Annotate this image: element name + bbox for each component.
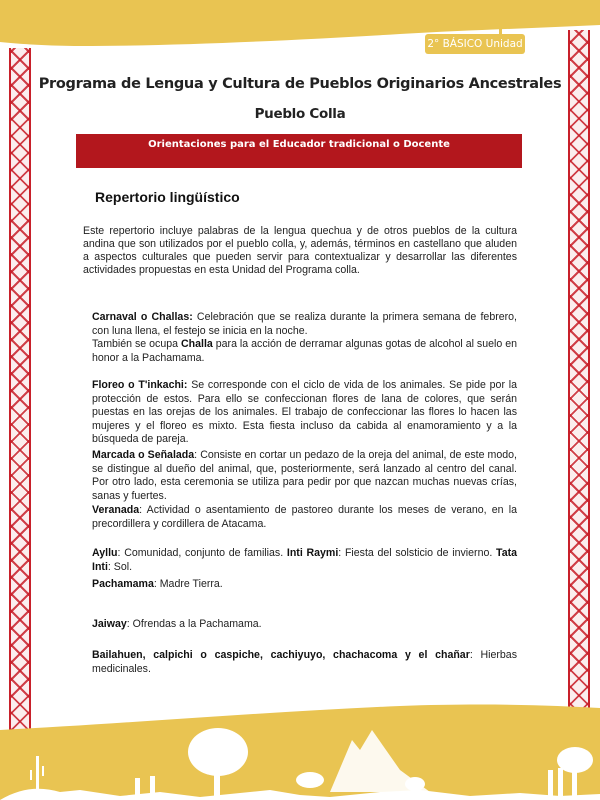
- entry-definition: : Sol.: [107, 560, 133, 573]
- entry-definition: Consiste en cortar un pedazo de la oreja del animal, de este modo, se distingue al dueño del animal, que, posteriormente, será lanzado al centro del canal. Por otro lado, esta ceremonia se utiliza para pedir por que nazcan muchas nuevas crías, sanas y fuertes.: [92, 449, 518, 502]
- entry-sep: :: [117, 547, 125, 559]
- entry-definition: Celebración que se realiza durante la primera semana de febrero, con luna llena, el festejo se inicia en la noche.: [92, 311, 517, 337]
- entry-term: Veranada: [92, 504, 140, 516]
- entry-sep: :: [189, 311, 197, 323]
- entry-definition: Comunidad, conjunto de familias.: [124, 547, 287, 559]
- entry-term: Carnaval o Challas: [92, 311, 190, 323]
- people-title: Pueblo Colla: [254, 106, 346, 122]
- entry-definition: Madre Tierra.: [159, 578, 223, 590]
- entry-term: Bailahuen, calpichi o caspiche, cachiyuyo, chachacoma y el chañar: [92, 649, 470, 661]
- entry-term: Jaiway: [92, 618, 127, 630]
- entry-term: Floreo o T'inkachi:: [92, 379, 188, 391]
- entry-sep: :: [139, 504, 147, 516]
- section-heading: Repertorio lingüístico: [95, 189, 240, 205]
- glossary-entry-carnaval: [92, 311, 517, 365]
- grade-unit-badge: 2° BÁSICO Unidad 1: [425, 34, 525, 54]
- entry-definition: Se corresponde con el ciclo de vida de los animales. Se pide por la protección de estos. Para ello se confeccionan flores de lana de colores, que serán puestas en las orejas de los animales. El trabajo de confeccionar las flores lo hacen las mujeres y el floreo es mixto. Esta fiesta incluso da cabida al enamoramiento y a la búsqueda de pareja.: [92, 379, 517, 445]
- entry-term: Challa: [181, 338, 213, 350]
- right-textile-border: [568, 30, 590, 710]
- entry-term: Inti Raymi: [286, 547, 339, 559]
- entry-sep: :: [194, 449, 201, 461]
- intro-paragraph: Este repertorio incluye palabras de la lengua quechua y de otros pueblos de la cultura andina que son utilizados por el pueblo colla, y, además, términos en castellano que aluden a aspectos culturales que pueden servir para contextualizar y desarrollar las diferentes actividades propuestas en esta Unidad del Programa colla.: [83, 225, 517, 276]
- entry-definition: para la acción de derramar algunas gotas de alcohol al suelo en honor a la Pachamama.: [92, 338, 517, 364]
- glossary-entry-hierbas: [92, 649, 517, 676]
- entry-definition: Ofrendas a la Pachamama.: [132, 618, 262, 630]
- entry-sep: :: [153, 578, 160, 590]
- entry-sep: :: [469, 649, 481, 661]
- orientations-banner: [76, 134, 522, 168]
- entry-sep: :: [126, 618, 133, 630]
- entry-pre: También se ocupa: [92, 338, 181, 350]
- entry-term: Pachamama: [92, 578, 154, 590]
- entry-term: Ayllu: [92, 547, 118, 559]
- entry-term: Tata Inti: [92, 547, 518, 573]
- glossary-entry-marcada: [92, 449, 517, 503]
- glossary-entry-jaiway: [92, 618, 517, 632]
- entry-definition: Actividad o asentamiento de pastoreo durante los meses de verano, en la precordillera y cordillera de Atacama.: [92, 504, 517, 530]
- entry-definition: : Fiesta del solsticio de invierno.: [338, 547, 497, 559]
- glossary-entry-veranada: [92, 504, 517, 531]
- entry-term: Marcada o Señalada: [92, 449, 195, 461]
- entry-definition: Hierbas medicinales.: [92, 649, 517, 675]
- glossary-entry-floreo: [92, 379, 517, 447]
- glossary-entry-pachamama: [92, 578, 517, 592]
- left-textile-border: [9, 48, 31, 736]
- program-title: Programa de Lengua y Cultura de Pueblos Originarios Ancestrales: [38, 76, 562, 92]
- glossary-entry-ayllu: [92, 547, 517, 574]
- bottom-landscape-illustration: [0, 700, 600, 800]
- orientations-banner-label: Orientaciones para el Educador tradicional o Docente: [148, 139, 450, 150]
